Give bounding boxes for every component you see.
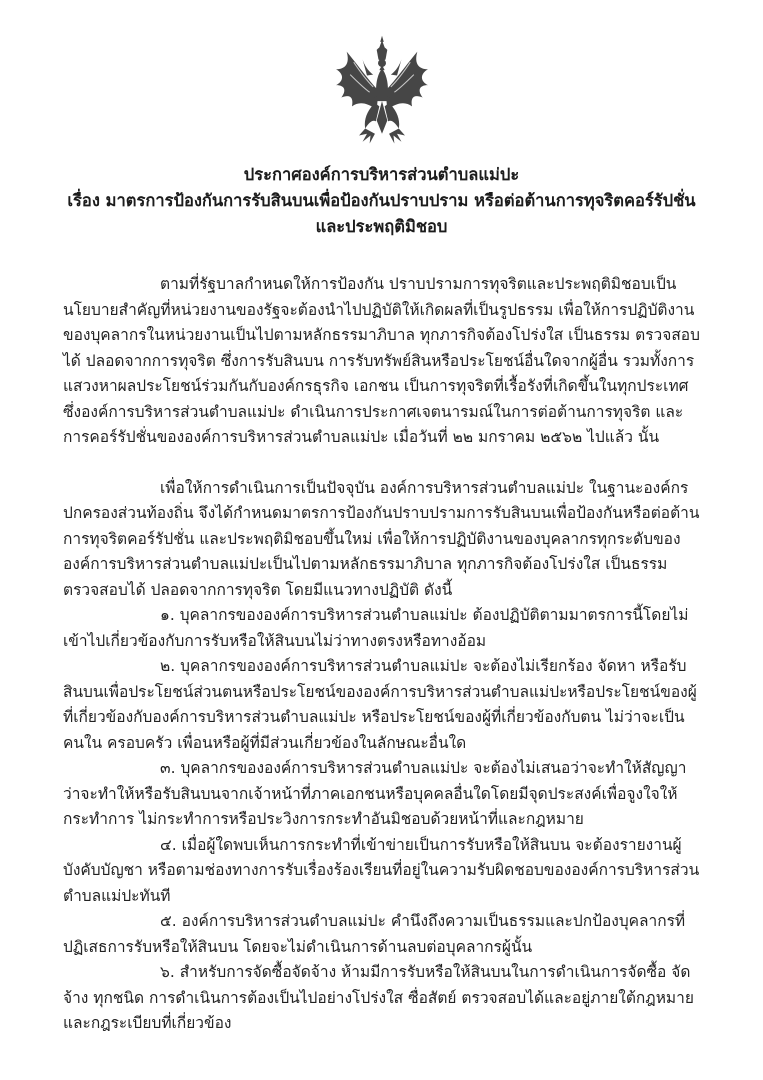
doc-title-org: ประกาศองค์การบริหารส่วนตำบลแม่ปะ — [243, 165, 520, 184]
document-body — [63, 272, 702, 1037]
garuda-emblem — [329, 32, 435, 156]
measure-item-2: ๒. บุคลากรขององค์การบริหารส่วนตำบลแม่ปะ จะต้องไม่เรียกร้อง จัดหา หรือรับสินบนเพื่อประโยชน์ส่วนตนหรือประโยชน์ขององค์การบริหารส่วนตำบลแม่ปะหรือประโยชน์ของผู้ที่เกี่ยวข้องกับองค์การบริหารส่วนตำบลแม่ปะ หรือประโยชน์ของผู้ที่เกี่ยวข้องกับตน ไม่ว่าจะเป็นคนใน ครอบครัว เพื่อนหรือผู้ที่มีส่วนเกี่ยวข้องในลักษณะอื่นใด — [63, 657, 697, 752]
paragraph-preamble: ตามที่รัฐบาลกำหนดให้การป้องกัน ปราบปรามการทุจริตและประพฤติมิชอบเป็นนโยบายสำคัญที่หน่วยงานของรัฐจะต้องนำไปปฏิบัติให้เกิดผลที่เป็นรูปธรรม เพื่อให้การปฏิบัติงานของบุคลากรในหน่วยงานเป็นไปตามหลักธรรมาภิบาล ทุกภารกิจต้องโปร่งใส เป็นธรรม ตรวจสอบได้ ปลอดจากการทุจริต ซึ่งการรับสินบน การรับทรัพย์สินหรือประโยชน์อื่นใดจากผู้อื่น รวมทั้งการแสวงหาผลประโยชน์ร่วมกันกับองค์กรธุรกิจ เอกชน เป็นการทุจริตที่เรื้อรังที่เกิดขึ้นในทุกประเทศ ซึ่งองค์การบริหารส่วนตำบลแม่ปะ ดำเนินการประกาศเจตนารมณ์ในการต่อต้านการทุจริต และการคอร์รัปชั่นขององค์การบริหารส่วนตำบลแม่ปะ เมื่อวันที่ ๒๒ มกราคม ๒๕๖๒ ไปแล้ว นั้น — [63, 275, 700, 446]
measure-list — [63, 603, 702, 1037]
measure-item-3: ๓. บุคลากรขององค์การบริหารส่วนตำบลแม่ปะ จะต้องไม่เสนอว่าจะทำให้สัญญาว่าจะทำให้หรือรับสินบนจากเจ้าหน้าที่ภาคเอกชนหรือบุคคลอื่นใดโดยมีจุดประสงค์เพื่อจูงใจให้กระทำการ ไม่กระทำการหรือประวิงการกระทำอันมิชอบด้วยหน้าที่และกฎหมาย — [63, 759, 687, 828]
measure-item-5: ๕. องค์การบริหารส่วนตำบลแม่ปะ คำนึงถึงความเป็นธรรมและปกป้องบุคลากรที่ปฏิเสธการรับหรือให้สินบน โดยจะไม่ดำเนินการด้านลบต่อบุคลากรผู้นั้น — [63, 912, 686, 956]
paragraph-purpose: เพื่อให้การดำเนินการเป็นปัจจุบัน องค์การบริหารส่วนตำบลแม่ปะ ในฐานะองค์กรปกครองส่วนท้องถิ่น จึงได้กำหนดมาตรการป้องกันปราบปรามการรับสินบนเพื่อป้องกันหรือต่อต้านการทุจริตคอร์รัปชั่น และประพฤติมิชอบขึ้นใหม่ เพื่อให้การปฏิบัติงานของบุคลากรทุกระดับขององค์การบริหารส่วนตำบลแม่ปะเป็นไปตามหลักธรรมาภิบาล ทุกภารกิจต้องโปร่งใส เป็นธรรม ตรวจสอบได้ ปลอดจากการทุจริต โดยมีแนวทางปฏิบัติ ดังนี้ — [63, 478, 700, 599]
doc-title-subject: เรื่อง มาตรการป้องกันการรับสินบนเพื่อป้องกันปราบปราม หรือต่อต้านการทุจริตคอร์รัปชั่น — [67, 191, 696, 210]
measure-item-1: ๑. บุคลากรขององค์การบริหารส่วนตำบลแม่ปะ ต้องปฏิบัติตามมาตรการนี้โดยไม่เข้าไปเกี่ยวข้องกับการรับหรือให้สินบนไม่ว่าทางตรงหรือทางอ้อม — [63, 606, 689, 650]
measure-item-4: ๔. เมื่อผู้ใดพบเห็นการกระทำที่เข้าข่ายเป็นการรับหรือให้สินบน จะต้องรายงานผู้บังคับบัญชา หรือตามช่องทางการรับเรื่องร้องเรียนที่อยู่ในความรับผิดชอบขององค์การบริหารส่วนตำบลแม่ปะทันที — [63, 835, 700, 905]
measure-item-6: ๖. สำหรับการจัดซื้อจัดจ้าง ห้ามมีการรับหรือให้สินบนในการดำเนินการจัดซื้อ จัดจ้าง ทุกชนิด การดำเนินการต้องเป็นไปอย่างโปร่งใส ซื่อสัตย์ ตรวจสอบได้และอยู่ภายใต้กฎหมายและกฎระเบียบที่เกี่ยวข้อง — [63, 963, 694, 1032]
title-block — [40, 162, 723, 240]
doc-title-subject-cont: และประพฤติมิชอบ — [315, 217, 448, 236]
garuda-emblem-graphic — [329, 32, 435, 156]
